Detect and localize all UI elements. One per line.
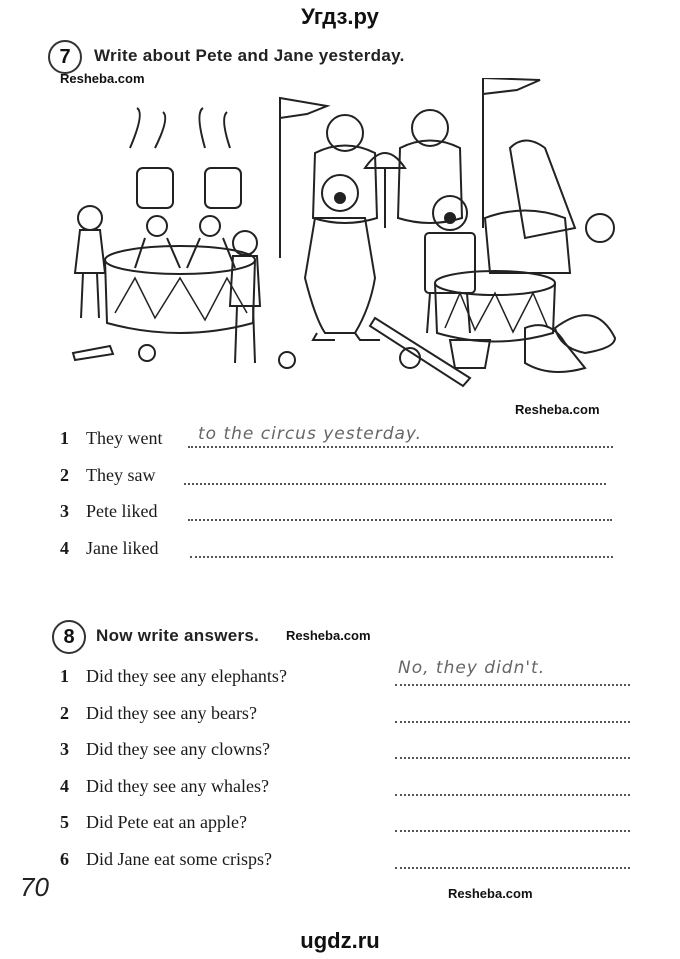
handwritten-answer: No, they didn't.	[398, 658, 546, 678]
ball-small-left	[139, 345, 155, 361]
item-label: Did Jane eat some crisps?	[86, 849, 272, 869]
answer-line[interactable]	[395, 721, 630, 723]
exercise-7-title: Write about Pete and Jane yesterday.	[94, 46, 405, 65]
acrobat-legs-right	[199, 108, 230, 148]
item-label: Did they see any clowns?	[86, 739, 270, 759]
ball-right	[586, 214, 614, 242]
answer-line[interactable]	[395, 794, 630, 796]
exercise-8-title: Now write answers.	[96, 626, 260, 645]
item-number: 2	[60, 703, 69, 723]
answer-line[interactable]	[395, 867, 630, 869]
juggling-pin	[73, 346, 113, 360]
acrobat-body-right	[205, 168, 241, 208]
item-label: Did they see any elephants?	[86, 666, 287, 686]
item-number: 6	[60, 849, 69, 869]
item-label: Pete liked	[86, 501, 158, 521]
watermark-bottom: Resheba.com	[448, 886, 533, 901]
tiger-standing	[485, 211, 570, 274]
item-label: They saw	[86, 465, 156, 485]
exercise-7-number: 7	[48, 40, 82, 74]
item-label: Did Pete eat an apple?	[86, 812, 247, 832]
see-saw	[370, 318, 470, 386]
answer-line[interactable]	[395, 757, 630, 759]
item-number: 4	[60, 538, 69, 558]
item-number: 3	[60, 739, 69, 759]
answer-line[interactable]	[395, 684, 630, 686]
item-number: 5	[60, 812, 69, 832]
acrobat-legs-left	[130, 108, 165, 148]
item-number: 1	[60, 666, 69, 686]
circus-ring-right	[435, 271, 555, 295]
watermark-middle: Resheba.com	[515, 402, 600, 417]
site-footer: ugdz.ru	[300, 928, 380, 953]
bucket	[450, 340, 490, 368]
circus-illustration	[55, 78, 640, 393]
handwritten-answer: to the circus yesterday.	[198, 424, 423, 444]
jane-figure	[78, 206, 102, 230]
item-number: 2	[60, 465, 69, 485]
item-number: 4	[60, 776, 69, 796]
page-number: 70	[20, 872, 49, 902]
site-header: Угдз.ру	[301, 4, 379, 29]
acrobat-body-left	[137, 168, 173, 208]
item-label: They went	[86, 428, 163, 448]
item-label: Did they see any bears?	[86, 703, 257, 723]
answer-line[interactable]	[188, 519, 612, 521]
item-number: 1	[60, 428, 69, 448]
answer-line[interactable]	[190, 556, 613, 558]
item-label: Jane liked	[86, 538, 159, 558]
item-number: 3	[60, 501, 69, 521]
seal-bottom	[525, 325, 585, 372]
answer-line[interactable]	[188, 446, 613, 448]
answer-line[interactable]	[184, 483, 606, 485]
item-label: Did they see any whales?	[86, 776, 269, 796]
seal-right	[555, 315, 615, 353]
flag-right	[483, 78, 540, 94]
flag-left	[280, 98, 327, 118]
pete-figure	[233, 231, 257, 255]
answer-line[interactable]	[395, 830, 630, 832]
exercise-8-number: 8	[52, 620, 86, 654]
watermark-exercise-8: Resheba.com	[286, 628, 371, 643]
watermark-top: Resheba.com	[60, 71, 145, 86]
ball-small-middle	[279, 352, 295, 368]
